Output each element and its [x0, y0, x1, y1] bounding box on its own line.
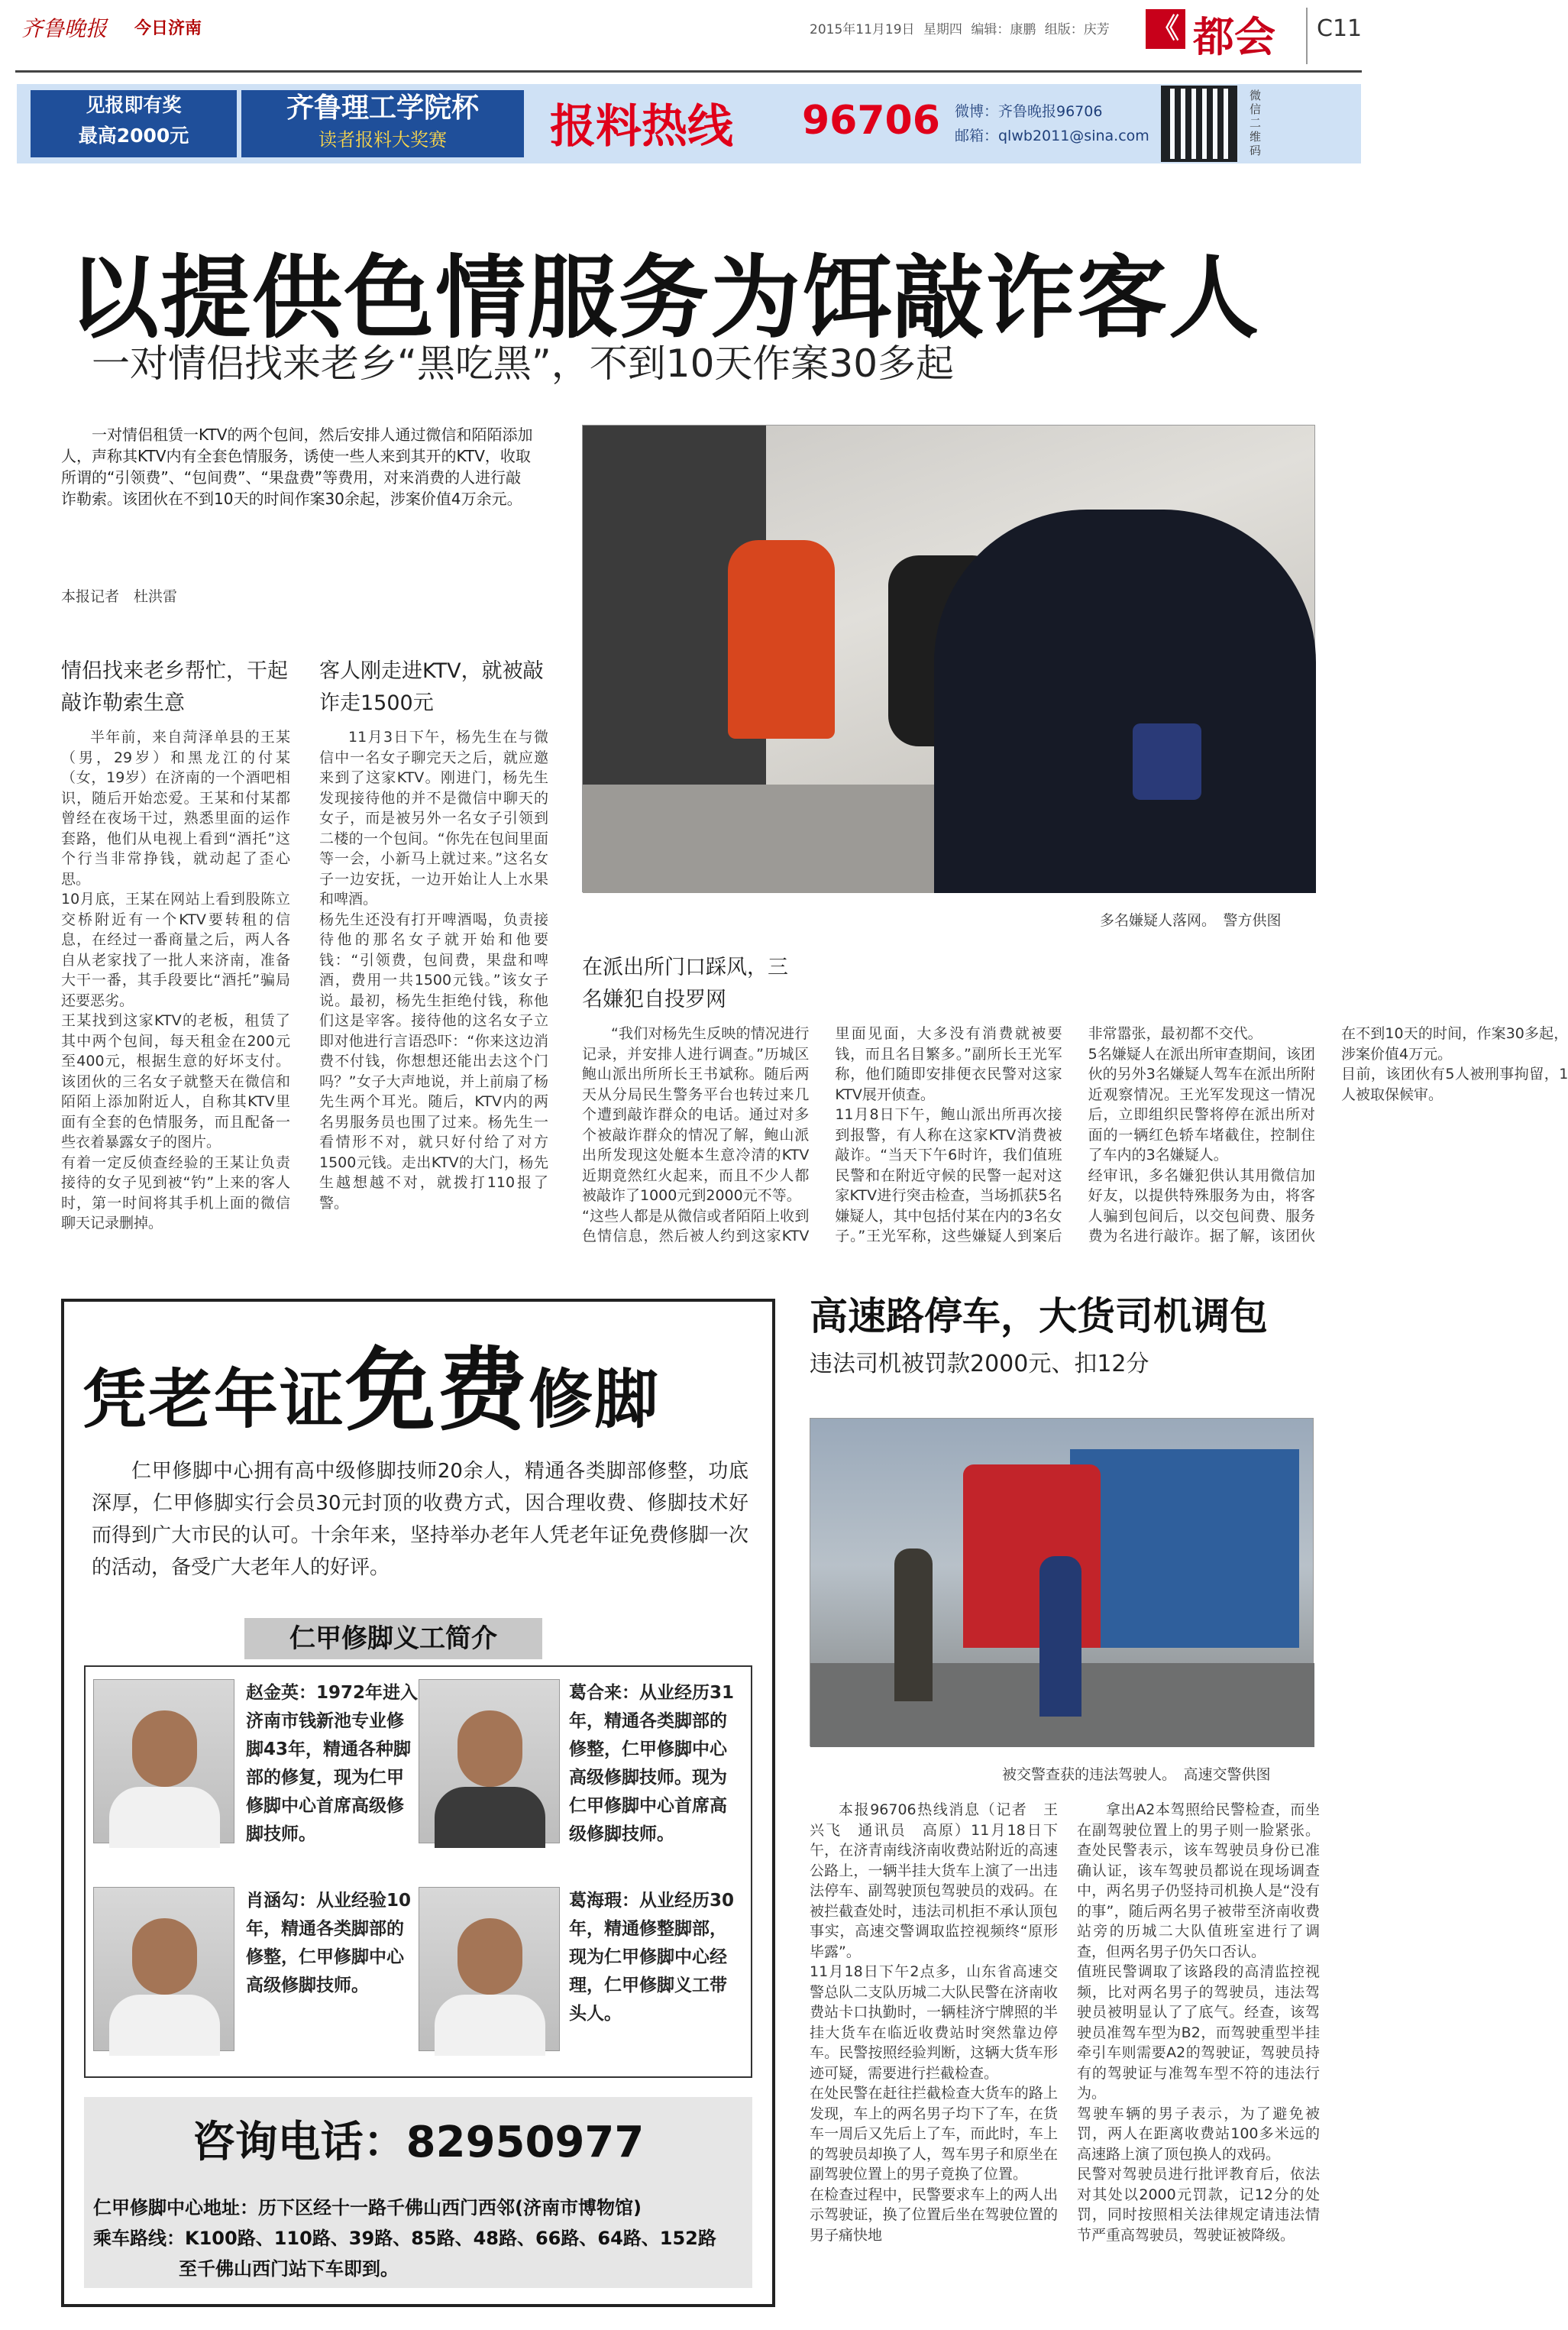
story-column: 11月3日下午，杨先生在与微信中一名女子聊完天之后，就应邀来到了这家KTV。刚进门，杨先生发现接待他的并不是微信中聊天的女子，而是被另外一名女子引领到二楼的一个包间。“你先在包间里面等一会，小新马上就过来。”这名女子一边安抚，一边开始让人上水果和啤酒。 杨先生还没有打开啤酒喝，负责接待他的那名女子就开始和他要钱：“引领费，包间费，果盘和啤酒，费用一共1500元钱。”该女子说。最初，杨先生拒绝付钱，称他们这是宰客。接待他的这名女子立即对他进行言语恐吓：“你来这边消费不付钱，你想想还能出去这个门吗？”女子大声地说，并上前扇了杨先生两个耳光。随后，KTV内的两名男服务员也围了过来。杨先生一看情形不对，就只好付给了对方1500元钱。走出KTV的大门，杨先生越想越不对，就拨打110报了警。: [319, 729, 548, 1212]
section-heading: 在派出所门口踩风，三名嫌犯自投罗网: [582, 956, 788, 1011]
phone-label: 咨询电话：: [192, 2118, 406, 2167]
masthead-rule: [15, 70, 1362, 73]
ad-phone: [84, 2108, 752, 2170]
issue-date: 2015年11月19日: [810, 22, 915, 37]
section-name: 今日济南: [134, 19, 202, 38]
masthead-divider: [1306, 8, 1308, 64]
ad-bus-routes: 乘车路线：K100路、110路、39路、85路、48路、66路、64路、152路: [93, 2228, 716, 2249]
portrait-photo: [93, 1679, 234, 1843]
volunteer-bio: 肖涵勾：从业经验10年，精通各类脚部的修整，仁甲修脚中心高级修脚技师。: [246, 1891, 412, 1995]
reward-line-1: 见报即有奖: [86, 94, 182, 116]
chevron-left-icon: 《: [1146, 9, 1185, 49]
story-column: “我们对杨先生反映的情况进行记录，并安排人进行调查。”历城区鲍山派出所所长王书斌称。随后两天从分局民生警务平台也转过来几个遭到敲诈群众的电话。通过对多个被敲诈群众的情况了解，鲍山派出所发现这处艇本生意冷清的KTV近期竟然红火起来，而且不少人都被敲诈了1000元到2000元不等。 “这些人都是从微信或者陌陌上收到色情信息，然后被人约到这家KTV里面见面，大多没有消费就被要钱，而且名目繁多。”副所长王光军称，他们随即安排便衣民警对这家KTV展开侦查。 11月8日下午，鲍山派出所再次接到报警，有人称在这家KTV消费被敲诈。“当天下午6时许，我们值班民警和在附近守候的民警一起对这家KTV进行突击检查，当场抓获5名嫌疑人，其中包括付某在内的3名女子。”王光军称，这些嫌疑人到案后非常嚣张，最初都不交代。 5名嫌疑人在派出所审查期间，该团伙的另外3名嫌疑人驾车在派出所附近观察情况。王光军发现这一情况后，立即组织民警将停在派出所对面的一辆红色轿车堵截住，控制住了车内的3名嫌疑人。 经审讯，多名嫌犯供认其用微信加好友，以提供特殊服务为由，将客人骗到包间后，以交包间费、服务费为名进行敲诈。据了解，该团伙在不到10天的时间，作案30多起，涉案价值4万元。 目前，该团伙有5人被刑事拘留，1人被取保候审。: [582, 1025, 1568, 1244]
weibo-contact: 微博：齐鲁晚报96706: [955, 103, 1103, 120]
ad-title: [82, 1318, 660, 1448]
editor-credit: 编辑：康鹏: [971, 22, 1036, 37]
photo-caption: 多名嫌疑人落网。 警方供图: [1100, 912, 1282, 929]
main-subheadline: 一对情侣找来老乡“黑吃黑”，不到10天作案30多起: [92, 341, 955, 386]
contest-subtitle: 读者报料大奖赛: [318, 129, 447, 150]
reward-box: [31, 90, 237, 157]
ad-title-part: 修脚: [529, 1362, 661, 1437]
story2-subheadline: 违法司机被罚款2000元、扣12分: [810, 1351, 1149, 1377]
issue-meta: [810, 18, 1110, 37]
ad-address: 仁甲修脚中心地址：历下区经十一路千佛山西门西邻(济南市博物馆): [93, 2197, 642, 2218]
hotline-label: 报料热线: [550, 100, 733, 154]
volunteer-bio: 葛合来：从业经历31年，精通各类脚部的修整，仁甲修脚中心高级修脚技师。现为仁甲修脚中心首席高级修脚技师。: [569, 1683, 735, 1844]
ad-section-title: 仁甲修脚义工简介: [244, 1618, 542, 1659]
truck-photo: [810, 1418, 1314, 1746]
contest-box: [241, 90, 524, 157]
phone-number: 82950977: [406, 2118, 645, 2167]
suspects-photo: [582, 425, 1315, 892]
volunteer-bio: 赵金英：1972年进入济南市钱新池专业修脚43年，精通各种脚部的修复，现为仁甲修脚中心首席高级修脚技师。: [246, 1683, 419, 1844]
section-heading: 客人刚走进KTV，就被敲诈走1500元: [319, 659, 544, 715]
qr-caption: 微信二维码: [1250, 89, 1262, 157]
portrait-photo: [93, 1887, 234, 2051]
section-heading: 情侣找来老乡帮忙，干起敲诈勒索生意: [61, 659, 288, 715]
ad-title-part: 凭老年证: [82, 1362, 346, 1437]
hotline-number: 96706: [802, 98, 940, 144]
story2-headline: 高速路停车，大货司机调包: [810, 1294, 1268, 1338]
ad-bus-stop: 至千佛山西门站下车即到。: [179, 2258, 399, 2280]
designer-credit: 组版：庆芳: [1044, 22, 1110, 37]
page-number: C11: [1317, 15, 1363, 42]
portrait-photo: [419, 1679, 560, 1843]
story-byline: 本报记者 杜洪雷: [61, 588, 178, 605]
photo-caption: 被交警查获的违法驾驶人。 高速交警供图: [1002, 1766, 1271, 1783]
story-column: 拿出A2本驾照给民警检查，而坐在副驾驶位置上的男子则一脸紧张。查处民警表示，该车驾驶员身份已准确认证，该车驾驶员都说在现场调查中，两名男子仍竖持司机换人是“没有的事”，随后两名男子被带至济南收费站旁的历城二大队值班室进行了调查，但两名男子仍矢口否认。 值班民警调取了该路段的高清监控视频，比对两名男子的驾驶员，违法驾驶员被明显认了了底气。经查，该驾驶员准驾车型为B2，而驾驶重型半挂牵引车则需要A2的驾驶证，驾驶员持有的驾驶证与准驾车型不符的违法行为。 驾驶车辆的男子表示，为了避免被罚，两人在距离收费站100多米远的高速路上演了顶包换人的戏码。 民警对驾驶员进行批评教育后，依法对其处以2000元罚款，记12分的处罚，同时按照相关法律规定请违法情节严重高驾驶员，驾驶证被降级。: [1077, 1801, 1320, 2244]
department-title: 都会: [1193, 13, 1275, 61]
newspaper-brand: 齐鲁晚报: [21, 16, 108, 41]
volunteer-bio: 葛海瑕：从业经历30年，精通修整脚部，现为仁甲修脚中心经理，仁甲修脚义工带头人。: [569, 1891, 735, 2024]
portrait-photo: [419, 1887, 560, 2051]
story-column: 本报96706热线消息（记者 王兴飞 通讯员 高原）11月18日下午，在济青南线济南收费站附近的高速公路上，一辆半挂大货车上演了一出违法停车、副驾驶顶包驾驶员的戏码。在被拦截查处时，违法司机拒不承认顶包事实，高速交警调取监控视频终“原形毕露”。 11月18日下午2点多，山东省高速交警总队二支队历城二大队民警在济南收费站卡口执勤时，一辆桂济宁牌照的半挂大货车在临近收费站时突然靠边停车。民警按照经验判断，这辆大货车形迹可疑，需要进行拦截检查。 在处民警在赶往拦截检查大货车的路上发现，车上的两名男子均下了车，在货车一周后又先后上了车，而此时，车上的驾驶员却换了人，驾车男子和原坐在副驾驶位置上的男子竟换了位置。 在检查过程中，民警要求车上的两人出示驾驶证，换了位置后坐在驾驶位置的男子痛快地: [810, 1801, 1058, 2244]
story-column: 半年前，来自菏泽单县的王某（男，29岁）和黑龙江的付某（女，19岁）在济南的一个酒吧相识，随后开始恋爱。王某和付某都曾经在夜场干过，熟悉里面的运作套路，他们从电视上看到“酒托”这个行当非常挣钱，就动起了歪心思。 10月底，王某在网站上看到股陈立交桥附近有一个KTV要转租的信息，在经过一番商量之后，两人各自从老家找了一批人来济南，准备大干一番，其手段要比“酒托”骗局还要恶劣。 王某找到这家KTV的老板，租赁了其中两个包间，每天租金在200元至400元，根据生意的好坏支付。该团伙的三名女子就整天在微信和陌陌上添加附近人，自称其KTV里面有全套的色情服务，而且配备一些衣着暴露女子的图片。 有着一定反侦查经验的王某让负责接待的女子见到被“钓”上来的客人时，第一时间将其手机上面的微信聊天记录删掉。: [61, 729, 290, 1231]
qr-code-icon: [1161, 86, 1237, 162]
ad-body: 仁甲修脚中心拥有高中级修脚技师20余人，精通各类脚部修整，功底深厚，仁甲修脚实行会员30元封顶的收费方式，因合理收费、修脚技术好而得到广大市民的认可。十余年来，坚持举办老年人凭老年证免费修脚一次的活动，备受广大老年人的好评。: [92, 1460, 748, 1579]
email-contact: 邮箱：qlwb2011@sina.com: [955, 128, 1149, 144]
story-lede: 一对情侣租赁一KTV的两个包间，然后安排人通过微信和陌陌添加人，声称其KTV内有全套色情服务，诱使一些人来到其开的KTV，收取所谓的“引领费”、“包间费”、“果盘费”等费用，对来消费的人进行敲诈勒索。该团伙在不到10天的时间作案30余起，涉案价值4万余元。: [61, 426, 533, 508]
ad-address-block: [93, 2192, 750, 2284]
reward-line-2: 最高2000元: [78, 125, 189, 147]
ad-title-emphasis: 免费: [345, 1338, 529, 1443]
contact-info: [955, 99, 1149, 148]
main-headline: 以提供色情服务为饵敲诈客人: [69, 245, 1261, 351]
contest-title: 齐鲁理工学院杯: [286, 92, 479, 124]
issue-weekday: 星期四: [923, 22, 962, 37]
